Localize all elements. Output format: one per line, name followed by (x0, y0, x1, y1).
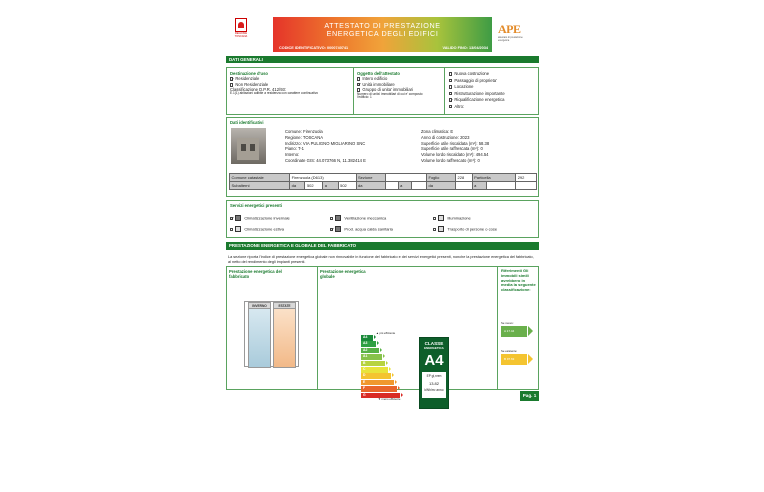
catasto-row: Comune catastale Firenzuola (D613) Sezione Foglio 228 Particella 292 (230, 174, 537, 182)
destinazione-column (227, 68, 354, 114)
estate-panel (273, 302, 296, 368)
checkbox-icon (330, 228, 333, 231)
classe-label: CLASSE (424, 341, 444, 346)
energy-class-bar-b: B (361, 361, 385, 367)
meno-efficiente-label: ▼ meno efficiente (378, 397, 401, 401)
motivazione-item: Altro: (449, 104, 535, 111)
checkbox-icon (449, 105, 452, 108)
globale-title: Prestazione energetica globale (320, 269, 366, 279)
riferimenti-column (499, 267, 539, 361)
energy-class-bar-c: C (361, 367, 388, 373)
checkbox-icon (230, 228, 233, 231)
ep-unit: kWh/m² anno (424, 388, 444, 392)
servizio-item: ✓Climatizzazione invernale (230, 215, 290, 221)
rif-nuovo-arrow: A 17.44 (501, 326, 527, 337)
page-number: Pag. 1 (520, 391, 539, 401)
energy-class-bar-a3: A3 (361, 341, 376, 347)
servizio-item: ✓ Prod. acqua calda sanitaria (330, 226, 393, 232)
classe-value: A4 (424, 352, 444, 369)
servizio-item: Illuminazione (433, 215, 471, 221)
identificativi-left: Comune: Firenzuola Regione: TOSCANA Indirizzo: VIA PULIGNO MIGLIARINO SNC Piano: T-1 Interno: Coordinate GIS: 44.073766 N, 11.382414 E (285, 129, 366, 163)
inverno-label: INVERNO (248, 302, 271, 309)
classificazione-note: E.1(1) abitazioni adibite a residenza con carattere continuativo (230, 91, 319, 95)
heating-icon (235, 215, 241, 221)
piu-efficiente-label: ▲ più efficiente (376, 331, 396, 335)
catasto-row: Subalterni da 502 a 502 da a da a (230, 182, 537, 190)
servizio-item: Trasporto di persone o cose (433, 226, 497, 232)
building-photo (231, 128, 266, 164)
summer-house-icon (273, 309, 296, 368)
dati-identificativi-title: Dati identificativi (230, 120, 264, 125)
checkbox-icon (330, 217, 333, 220)
motivazione-column (446, 68, 538, 114)
motivazione-item: Ristrutturazione importante (449, 91, 535, 98)
ep-value: 13.82 (428, 381, 439, 386)
classificazione-label: Classificazione D.P.R. 412/93: (230, 87, 287, 92)
energy-class-bar-e: E (361, 380, 394, 386)
identification-code: CODICE IDENTIFICATIVO: 0000740741 (279, 46, 349, 50)
checkbox-icon (357, 77, 360, 80)
oggetto-note: Numero di unita' immobiliari di cui e' composto l'edificio: 1 (357, 91, 423, 100)
identificativi-right: Zona climatica: E Anno di costruzione: 2023 Superficie utile riscaldata (m²): 58.38 Superficie utile raffrescata (m²): 0 Volume lordo riscaldato (m³): 494.54 Volume lordo raffrescato (m³): 0 (421, 129, 490, 163)
classe-energetica-box (419, 337, 449, 409)
checkbox-icon (357, 83, 360, 86)
checkbox-icon (449, 79, 452, 82)
title-line-2: ENERGETICA DEGLI EDIFICI (326, 29, 439, 38)
destinazione-item: Non Residenziale (230, 82, 350, 87)
dati-generali-box (226, 67, 539, 115)
oggetto-title: Oggetto dell'attestato (357, 71, 400, 76)
energy-class-bar-a4: A4 (361, 335, 373, 341)
motivazione-item: ✓Riqualificazione energetica (449, 97, 535, 104)
checkbox-icon (357, 88, 360, 91)
inverno-panel (248, 302, 271, 368)
region-shield-icon (235, 18, 247, 32)
catasto-table (229, 173, 537, 190)
document-page (226, 14, 539, 404)
checkbox-icon (449, 92, 452, 95)
energy-class-bar-d: D (361, 373, 391, 379)
oggetto-column (354, 68, 445, 114)
ventilation-icon (335, 215, 341, 221)
oggetto-item: ✓Unità immobiliare (357, 82, 441, 88)
fabbricato-title: Prestazione energetica del fabbricato (229, 269, 282, 279)
cooling-icon (235, 226, 241, 232)
rif-esistente-arrow: B 97.63 (501, 354, 527, 365)
motivazione-item: Nuova costruzione (449, 71, 535, 78)
checkbox-icon (230, 77, 233, 80)
fabbricato-graphic (244, 301, 299, 367)
ape-logo (498, 22, 528, 46)
motivazione-item: Locazione (449, 84, 535, 91)
ape-logo-text: APE (498, 22, 521, 36)
transport-icon (438, 226, 444, 232)
energy-class-bar-f: F (361, 386, 397, 392)
destinazione-item: ✓Residenziale (230, 76, 350, 82)
energy-class-bar-a1: A1 (361, 354, 382, 360)
motivazione-item: Passaggio di proprieta' (449, 78, 535, 85)
section-prestazione: PRESTAZIONE ENERGETICA E GLOBALE DEL FABBRICATO (226, 242, 539, 250)
validity-date: VALIDO FINO: 13/04/2034 (442, 46, 488, 50)
prestazione-intro: La sezione riporta l'indice di prestazione energetica globale non rinnovabile in funzione del fabbricato e dei servizi energetici presenti, nonche la prestazione energetica del fabbricato, al netto del rendimento degli impianti presenti. (228, 255, 534, 264)
globale-column (318, 267, 498, 401)
servizi-box (226, 200, 539, 238)
checkbox-icon (230, 217, 233, 220)
ape-logo-subtitle: attestato di prestazione energetica (498, 36, 523, 42)
oggetto-item: Gruppo di unita' immobiliari (357, 87, 441, 93)
document-header (226, 14, 539, 54)
lighting-icon (438, 215, 444, 221)
servizio-item: Ventilazione meccanica (330, 215, 386, 221)
hot-water-icon (335, 226, 341, 232)
oggetto-item: Intero edificio (357, 76, 441, 82)
rif-esistente-label: Se esistente: (501, 349, 518, 353)
energy-class-bar-a2: A2 (361, 348, 379, 354)
riferimenti-title: Riferimenti Gli immobili simili avrebbero in media la seguente classificazione: (501, 268, 536, 293)
energy-class-bar-g: G (361, 393, 400, 399)
region-logo (232, 18, 250, 42)
servizio-item: Climatizzazione estiva (230, 226, 284, 232)
servizi-title: Servizi energetici presenti (230, 203, 282, 208)
title-banner (273, 17, 492, 52)
checkbox-icon (449, 72, 452, 75)
winter-house-icon (248, 309, 271, 368)
fabbricato-column (227, 267, 318, 389)
ep-box (422, 372, 446, 398)
classe-sub: ENERGETICA (424, 346, 444, 350)
checkbox-icon (433, 228, 436, 231)
checkbox-icon (433, 217, 436, 220)
region-caption: REGIONE TOSCANA (234, 32, 248, 38)
title-line-1: ATTESTATO DI PRESTAZIONE (324, 21, 441, 30)
destinazione-title: Destinazione d'uso (230, 71, 268, 76)
checkbox-icon (230, 83, 233, 86)
ep-label: EP gl,nren (426, 374, 442, 378)
checkbox-icon (449, 85, 452, 88)
section-dati-generali: DATI GENERALI (226, 56, 539, 63)
checkbox-icon (449, 98, 452, 101)
dati-identificativi-box (226, 117, 539, 197)
rif-nuovo-label: Se nuovo: (501, 321, 514, 325)
estate-label: ESTATE (273, 302, 296, 309)
